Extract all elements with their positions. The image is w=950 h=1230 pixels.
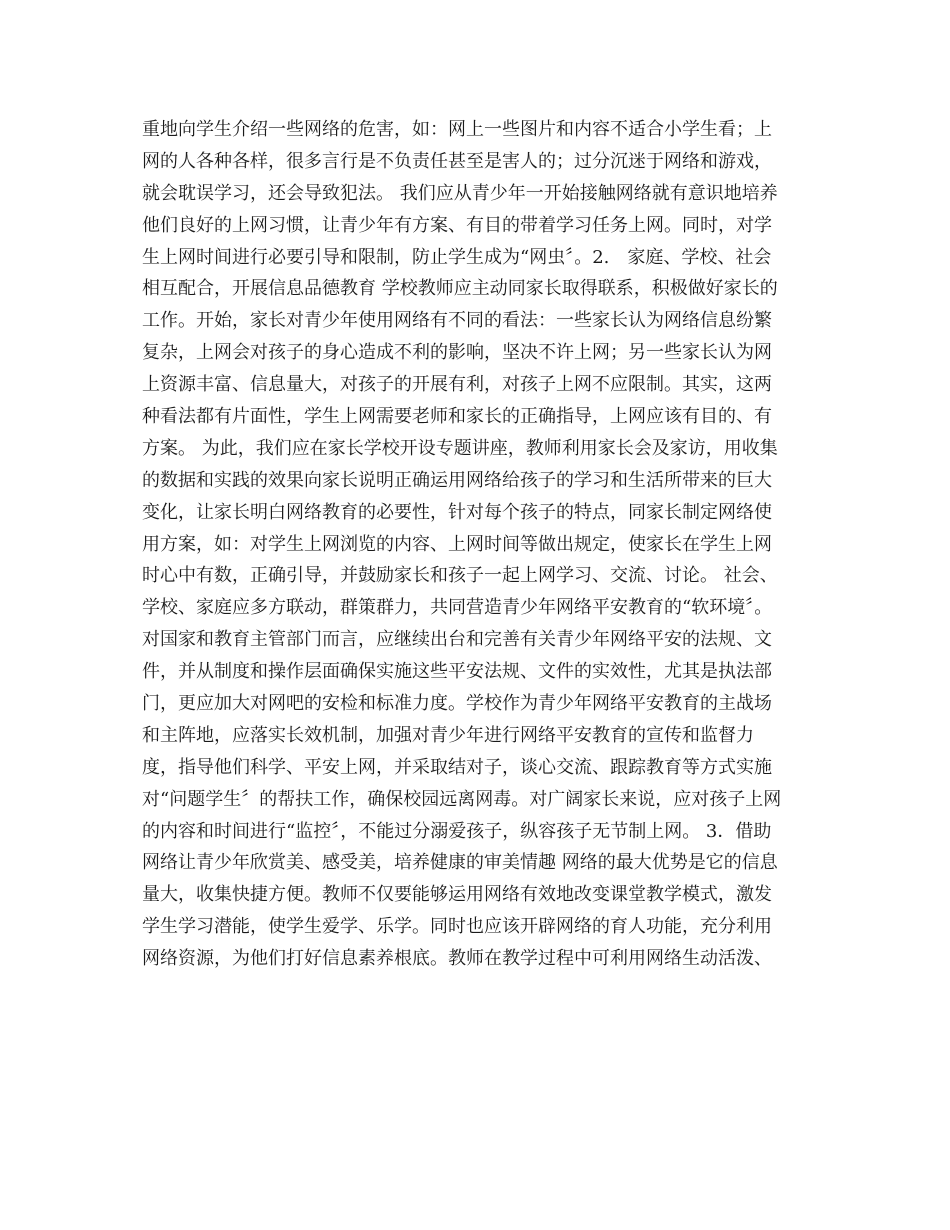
text-line: 生上网时间进行必要引导和限制，防止学生成为“网虫〞。2. 家庭、学校、社会: [142, 246, 772, 268]
text-line: 复杂，上网会对孩子的身心造成不利的影响，坚决不许上网；另一些家长认为网: [142, 342, 772, 364]
text-line: 用方案，如：对学生上网浏览的内容、上网时间等做出规定，使家长在学生上网: [142, 533, 772, 555]
text-line: 重地向学生介绍一些网络的危害，如：网上一些图片和内容不适合小学生看；上: [142, 119, 772, 140]
text-line: 的数据和实践的效果向家长说明正确运用网络给孩子的学习和生活所带来的巨大: [142, 469, 772, 491]
text-line: 量大，收集快捷方便。教师不仅要能够运用网络有效地改变课堂教学模式，激发: [142, 884, 772, 906]
text-line: 门，更应加大对网吧的安检和标准力度。学校作为青少年网络平安教育的主战场: [142, 693, 772, 715]
text-line: 的内容和时间进行“监控〞，不能过分溺爱孩子，纵容孩子无节制上网。 3．借助: [142, 820, 772, 842]
text-line: 上资源丰富、信息量大，对孩子的开展有利，对孩子上网不应限制。其实，这两: [142, 374, 772, 396]
text-line: 相互配合，开展信息品德教育 学校教师应主动同家长取得联系，积极做好家长的: [142, 278, 778, 300]
text-line: 度，指导他们科学、平安上网，并采取结对子，谈心交流、跟踪教育等方式实施: [142, 756, 772, 778]
text-line: 就会耽误学习，还会导致犯法。 我们应从青少年一开始接触网络就有意识地培养: [142, 182, 778, 204]
text-line: 变化，让家长明白网络教育的必要性，针对每个孩子的特点，同家长制定网络使: [142, 501, 772, 523]
text-line: 和主阵地，应落实长效机制，加强对青少年进行网络平安教育的宣传和监督力: [142, 724, 754, 746]
text-line: 网的人各种各样，很多言行是不负责任甚至是害人的；过分沉迷于网络和游戏，: [142, 150, 772, 172]
text-line: 学校、家庭应多方联动，群策群力，共同营造青少年网络平安教育的“软环境〞。: [142, 597, 773, 619]
text-line: 方案。 为此，我们应在家长学校开设专题讲座，教师利用家长会及家访，用收集: [142, 437, 778, 459]
text-line: 工作。开始，家长对青少年使用网络有不同的看法：一些家长认为网络信息纷繁: [142, 310, 772, 332]
text-line: 他们良好的上网习惯，让青少年有方案、有目的带着学习任务上网。同时，对学: [142, 214, 772, 236]
text-line: 种看法都有片面性，学生上网需要老师和家长的正确指导，上网应该有目的、有: [142, 406, 772, 428]
body-text: [142, 114, 814, 975]
text-line: 对国家和教育主管部门而言，应继续出台和完善有关青少年网络平安的法规、文: [142, 629, 772, 651]
text-line: 对“问题学生〞的帮扶工作，确保校园远离网毒。对广阔家长来说，应对孩子上网: [142, 788, 782, 810]
text-line: 网络让青少年欣赏美、感受美，培养健康的审美情趣 网络的最大优势是它的信息: [142, 852, 778, 874]
text-line: 件，并从制度和操作层面确保实施这些平安法规、文件的实效性，尤其是执法部: [142, 661, 772, 683]
text-line: 网络资源，为他们打好信息素养根底。教师在教学过程中可利用网络生动活泼、: [142, 948, 772, 970]
text-line: 学生学习潜能，使学生爱学、乐学。同时也应该开辟网络的育人功能，充分利用: [142, 916, 772, 938]
text-line: 时心中有数，正确引导，并鼓励家长和孩子一起上网学习、交流、讨论。 社会、: [142, 565, 778, 587]
